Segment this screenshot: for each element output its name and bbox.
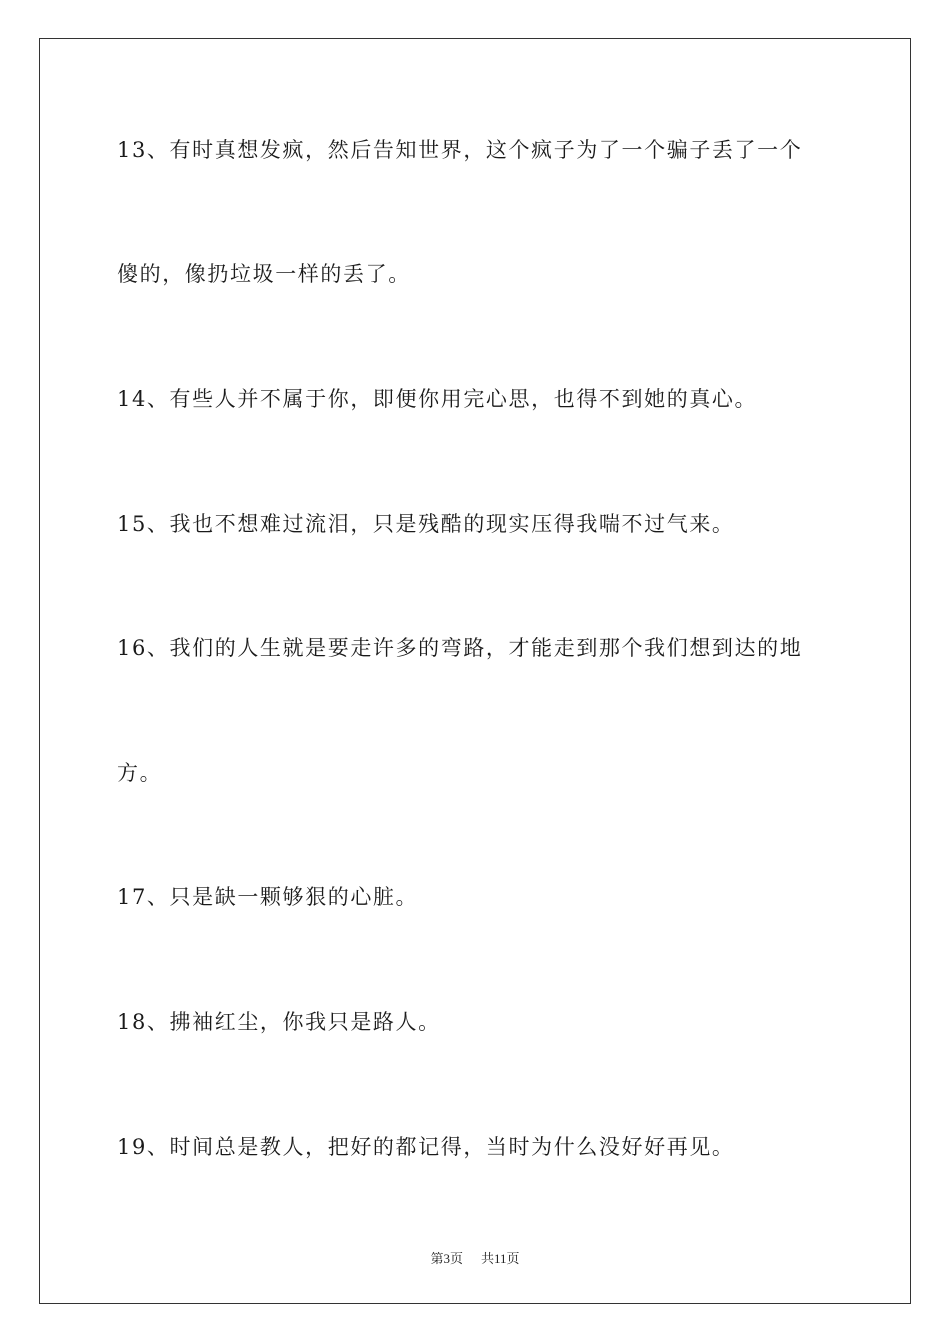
page-total: 共11页: [480, 1251, 520, 1266]
text-line: 18、拂袖红尘，你我只是路人。: [117, 1010, 441, 1034]
page-number: 第3页: [430, 1251, 463, 1266]
text-line: 19、时间总是教人，把好的都记得，当时为什么没好好再见。: [117, 1135, 735, 1159]
page-footer: [0, 1248, 950, 1267]
text-line: 13、有时真想发疯，然后告知世界，这个疯子为了一个骗子丢了一个: [117, 138, 803, 162]
text-line: 17、只是缺一颗够狠的心脏。: [117, 885, 419, 909]
text-line: 15、我也不想难过流泪，只是残酷的现实压得我喘不过气来。: [117, 512, 735, 536]
page-border: [39, 38, 911, 1304]
text-line: 傻的，像扔垃圾一样的丢了。: [117, 262, 411, 286]
text-line: 14、有些人并不属于你，即便你用完心思，也得不到她的真心。: [117, 387, 758, 411]
text-line: 16、我们的人生就是要走许多的弯路，才能走到那个我们想到达的地: [117, 636, 803, 660]
text-line: 方。: [117, 761, 163, 785]
